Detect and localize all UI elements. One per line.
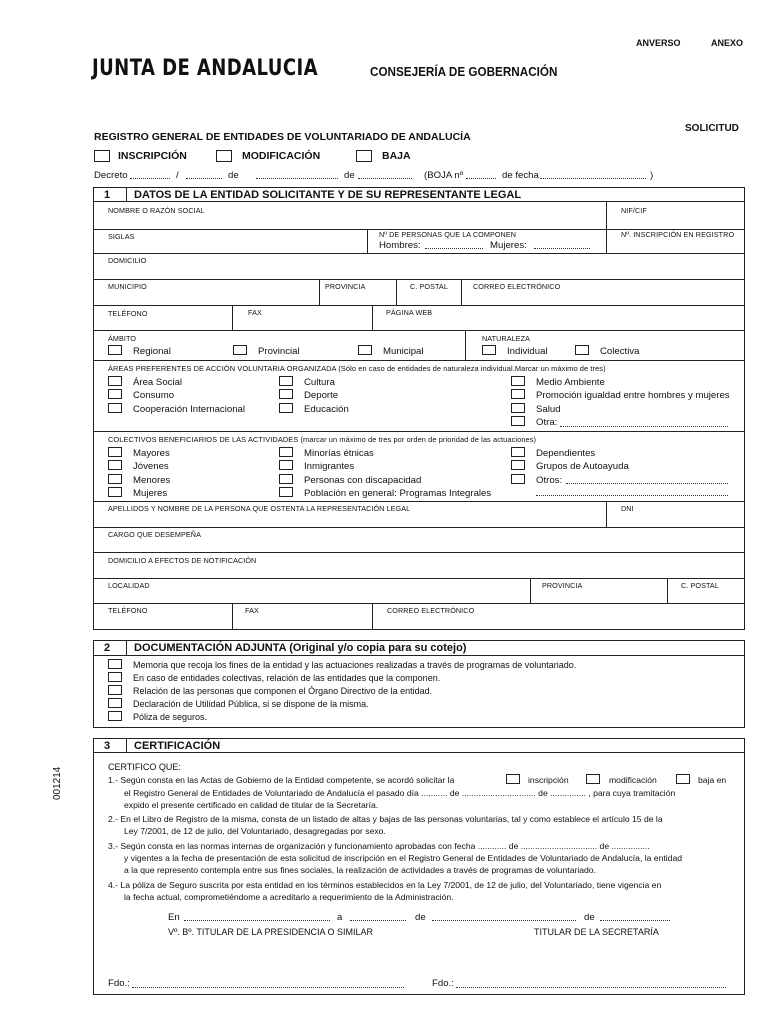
- educacion-checkbox[interactable]: [279, 403, 293, 413]
- fdo1-label: Fdo.:: [108, 978, 130, 989]
- autoayuda-label: Grupos de Autoayuda: [536, 461, 629, 472]
- ambito-label: ÁMBITO: [108, 334, 137, 343]
- inmigrantes-checkbox[interactable]: [279, 460, 293, 470]
- medio-ambiente-checkbox[interactable]: [511, 376, 525, 386]
- cpostal-label: C. POSTAL: [410, 282, 448, 291]
- de2-label: de: [344, 170, 355, 181]
- cert-2a: 2.- En el Libro de Registro de la misma, consta de un listado de altas y bajas de las personas voluntarias, tal y como establece el artículo 15 de la: [108, 814, 663, 824]
- vb-label: Vº. Bº. TITULAR DE LA PRESIDENCIA O SIMILAR: [168, 927, 373, 937]
- boja-date-field[interactable]: [540, 178, 646, 179]
- colectiva-checkbox[interactable]: [575, 345, 589, 355]
- area-social-checkbox[interactable]: [108, 376, 122, 386]
- cert-baja-label: baja en: [698, 775, 727, 785]
- dependientes-checkbox[interactable]: [511, 447, 525, 457]
- section-2-title: DOCUMENTACIÓN ADJUNTA (Original y/o copia para su cotejo): [134, 642, 467, 654]
- section-3-title: CERTIFICACIÓN: [134, 740, 221, 752]
- jovenes-label: Jóvenes: [133, 461, 169, 472]
- fax2-label: FAX: [245, 606, 259, 615]
- de-label: de: [228, 170, 239, 181]
- doc-utilidad-checkbox[interactable]: [108, 698, 122, 708]
- doc-item: En caso de entidades colectivas, relación de las entidades que la componen.: [133, 673, 441, 683]
- section-3-number: 3: [104, 740, 111, 752]
- area-social-label: Área Social: [133, 377, 183, 388]
- fax-label: FAX: [248, 308, 262, 317]
- web-label: PÁGINA WEB: [386, 308, 433, 317]
- otros-checkbox[interactable]: [511, 474, 525, 484]
- discapacidad-label: Personas con discapacidad: [304, 475, 422, 486]
- mujeres-colectivo-label: Mujeres: [133, 488, 168, 499]
- poblacion-checkbox[interactable]: [279, 487, 293, 497]
- cultura-checkbox[interactable]: [279, 376, 293, 386]
- cert-3c: a la que represento contempla entre sus fines sociales, la realización de actividades a través de programas de voluntariado.: [124, 865, 596, 875]
- a-field[interactable]: [350, 920, 406, 921]
- decreto-year-field[interactable]: [186, 178, 222, 179]
- doc-organo-checkbox[interactable]: [108, 685, 122, 695]
- decreto-year2-field[interactable]: [358, 178, 412, 179]
- consumo-checkbox[interactable]: [108, 389, 122, 399]
- cert-4b: la fecha actual, comprometiéndome a acreditarlo a requerimiento de la Administración.: [124, 892, 454, 902]
- correo2-label: CORREO ELECTRÓNICO: [387, 606, 475, 615]
- cert-modificacion-label: modificación: [609, 775, 657, 785]
- salud-label: Salud: [536, 404, 561, 415]
- municipio-label: MUNICIPIO: [108, 282, 147, 291]
- nif-label: NIF/CIF: [621, 206, 647, 215]
- regional-label: Regional: [133, 346, 171, 357]
- colectiva-label: Colectiva: [600, 346, 640, 357]
- n-personas-label: Nº DE PERSONAS QUE LA COMPONEN: [379, 230, 517, 239]
- autoayuda-checkbox[interactable]: [511, 460, 525, 470]
- mayores-label: Mayores: [133, 448, 170, 459]
- cert-inscripcion-label: inscripción: [528, 775, 569, 785]
- modificacion-checkbox[interactable]: [216, 150, 232, 162]
- otra-checkbox[interactable]: [511, 416, 525, 426]
- titular-label: TITULAR DE LA SECRETARÍA: [534, 927, 659, 937]
- de2-field[interactable]: [600, 920, 670, 921]
- hombres-label: Hombres:: [379, 240, 421, 251]
- otros-label: Otros:: [536, 475, 563, 486]
- promocion-label: Promoción igualdad entre hombres y mujeres: [536, 390, 730, 401]
- fdo1-field[interactable]: [132, 987, 404, 988]
- cert-baja-checkbox[interactable]: [676, 774, 690, 784]
- cultura-label: Cultura: [304, 377, 335, 388]
- form-title: REGISTRO GENERAL DE ENTIDADES DE VOLUNTARIADO DE ANDALUCÍA: [94, 131, 471, 143]
- individual-checkbox[interactable]: [482, 345, 496, 355]
- de1-label: de: [415, 912, 426, 923]
- menores-label: Menores: [133, 475, 171, 486]
- educacion-label: Educación: [304, 404, 349, 415]
- siglas-label: SIGLAS: [108, 232, 135, 241]
- mujeres-field[interactable]: [534, 248, 590, 249]
- otros-field-2[interactable]: [536, 495, 728, 496]
- localidad-label: LOCALIDAD: [108, 581, 150, 590]
- deporte-checkbox[interactable]: [279, 389, 293, 399]
- deporte-label: Deporte: [304, 390, 339, 401]
- baja-checkbox[interactable]: [356, 150, 372, 162]
- anverso-label: ANVERSO: [636, 38, 681, 48]
- telefono2-label: TELÉFONO: [108, 606, 148, 615]
- domicilio-not-label: DOMICILIO A EFECTOS DE NOTIFICACIÓN: [108, 556, 257, 565]
- doc-item: Memoria que recoja los fines de la entidad y las actuaciones realizadas a través de programas de voluntariado.: [133, 660, 577, 670]
- en-field[interactable]: [184, 920, 330, 921]
- cert-4a: 4.- La póliza de Seguro suscrita por esta entidad en los términos establecidos en la Ley 7/2001, de 12 de julio, del Voluntariado, tiene vigencia en: [108, 880, 662, 890]
- section-1-number: 1: [104, 189, 111, 201]
- cooperacion-checkbox[interactable]: [108, 403, 122, 413]
- junta-logo: JUNTA DE ANDALUCIA: [92, 56, 318, 81]
- cert-1c: expido el presente certificado en calidad de titular de la Secretaría.: [124, 800, 379, 810]
- a-label: a: [337, 912, 343, 923]
- doc-item: Declaración de Utilidad Pública, si se dispone de la misma.: [133, 699, 369, 709]
- side-code: 001214: [52, 766, 63, 800]
- cert-1a: 1.- Según consta en las Actas de Gobierno de la Entidad competente, se acordó solicitar la: [108, 775, 455, 785]
- otra-field[interactable]: [560, 426, 728, 427]
- provincia2-label: PROVINCIA: [542, 581, 583, 590]
- doc-item: Relación de las personas que componen el Órgano Directivo de la entidad.: [133, 686, 433, 696]
- provincial-label: Provincial: [258, 346, 300, 357]
- provincial-checkbox[interactable]: [233, 345, 247, 355]
- doc-item: Póliza de seguros.: [133, 712, 208, 722]
- boja-label: (BOJA nº: [424, 170, 464, 181]
- colectivos-label: COLECTIVOS BENEFICIARIOS DE LAS ACTIVIDADES (marcar un máximo de tres por orden de prioridad de las actuaciones): [108, 435, 537, 444]
- dependientes-label: Dependientes: [536, 448, 596, 459]
- nombre-label: NOMBRE O RAZÓN SOCIAL: [108, 206, 205, 215]
- naturaleza-label: NATURALEZA: [482, 334, 530, 343]
- hombres-field[interactable]: [425, 248, 483, 249]
- areas-label: ÁREAS PREFERENTES DE ACCIÓN VOLUNTARIA ORGANIZADA (Sólo en caso de entidades de naturaleza individual.Marcar un máximo de tres): [108, 364, 606, 373]
- inscripcion-label: INSCRIPCIÓN: [118, 150, 187, 162]
- cpostal2-label: C. POSTAL: [681, 581, 719, 590]
- de1-field[interactable]: [432, 920, 576, 921]
- consumo-label: Consumo: [133, 390, 175, 401]
- cert-3b: y vigentes a la fecha de presentación de esta solicitud de inscripción en el Registro General de Entidades de Voluntariado de Andalucía, la entidad: [124, 853, 683, 863]
- doc-poliza-checkbox[interactable]: [108, 711, 122, 721]
- jovenes-checkbox[interactable]: [108, 460, 122, 470]
- regional-checkbox[interactable]: [108, 345, 122, 355]
- fdo2-label: Fdo.:: [432, 978, 454, 989]
- dni-label: DNI: [621, 504, 634, 513]
- cert-1b: el Registro General de Entidades de Voluntariado de Andalucía el pasado día ........... de ............................... de ............... , para cuya tramitación: [124, 788, 676, 798]
- salud-checkbox[interactable]: [511, 403, 525, 413]
- mujeres-label: Mujeres:: [490, 240, 527, 251]
- cert-2b: Ley 7/2001, de 12 de julio, del Voluntariado, desagregadas por sexo.: [124, 826, 386, 836]
- baja-label: BAJA: [382, 150, 411, 162]
- discapacidad-checkbox[interactable]: [279, 474, 293, 484]
- anexo-label: ANEXO: [711, 38, 744, 48]
- boja-field[interactable]: [466, 178, 496, 179]
- provincia-label: PROVINCIA: [325, 282, 366, 291]
- decreto-date-field[interactable]: [256, 178, 338, 179]
- section-2-number: 2: [104, 642, 111, 654]
- consejeria-title: CONSEJERÍA DE GOBERNACIÓN: [370, 64, 558, 79]
- domicilio-label: DOMICILIO: [108, 256, 147, 265]
- section-1-title: DATOS DE LA ENTIDAD SOLICITANTE Y DE SU REPRESENTANTE LEGAL: [134, 189, 522, 201]
- minorias-checkbox[interactable]: [279, 447, 293, 457]
- cooperacion-label: Cooperación Internacional: [133, 404, 246, 415]
- mayores-checkbox[interactable]: [108, 447, 122, 457]
- promocion-checkbox[interactable]: [511, 389, 525, 399]
- modificacion-label: MODIFICACIÓN: [242, 150, 321, 162]
- certifico-label: CERTIFICO QUE:: [108, 762, 181, 772]
- menores-checkbox[interactable]: [108, 474, 122, 484]
- cert-modificacion-checkbox[interactable]: [586, 774, 600, 784]
- en-label: En: [168, 912, 180, 923]
- decreto-label: Decreto: [94, 170, 128, 181]
- municipal-checkbox[interactable]: [358, 345, 372, 355]
- otra-label: Otra:: [536, 417, 558, 428]
- de2-label: de: [584, 912, 595, 923]
- inscripcion-checkbox[interactable]: [94, 150, 110, 162]
- medio-ambiente-label: Medio Ambiente: [536, 377, 605, 388]
- correo-label: CORREO ELECTRÓNICO: [473, 282, 561, 291]
- cargo-label: CARGO QUE DESEMPEÑA: [108, 530, 201, 539]
- slash: /: [176, 170, 179, 181]
- cert-3a: 3.- Según consta en las normas internas de organización y funcionamiento aprobadas con fecha ............ de ................................ de ................: [108, 841, 650, 851]
- minorias-label: Minorías étnicas: [304, 448, 374, 459]
- doc-colectivas-checkbox[interactable]: [108, 672, 122, 682]
- telefono-label: TELÉFONO: [108, 309, 148, 318]
- doc-memoria-checkbox[interactable]: [108, 659, 122, 669]
- fdo2-field[interactable]: [456, 987, 726, 988]
- apellidos-label: APELLIDOS Y NOMBRE DE LA PERSONA QUE OSTENTA LA REPRESENTACIÓN LEGAL: [108, 504, 411, 513]
- mujeres-checkbox[interactable]: [108, 487, 122, 497]
- close-paren: ): [650, 170, 654, 181]
- solicitud-label: SOLICITUD: [685, 123, 739, 134]
- municipal-label: Municipal: [383, 346, 424, 357]
- decreto-field[interactable]: [130, 178, 170, 179]
- poblacion-label: Población en general: Programas Integrales: [304, 488, 492, 499]
- otros-field[interactable]: [566, 483, 728, 484]
- inmigrantes-label: Inmigrantes: [304, 461, 355, 472]
- de-fecha-label: de fecha: [502, 170, 539, 181]
- individual-label: Individual: [507, 346, 548, 357]
- cert-inscripcion-checkbox[interactable]: [506, 774, 520, 784]
- n-inscripcion-label: Nº. INSCRIPCIÓN EN REGISTRO: [621, 230, 735, 239]
